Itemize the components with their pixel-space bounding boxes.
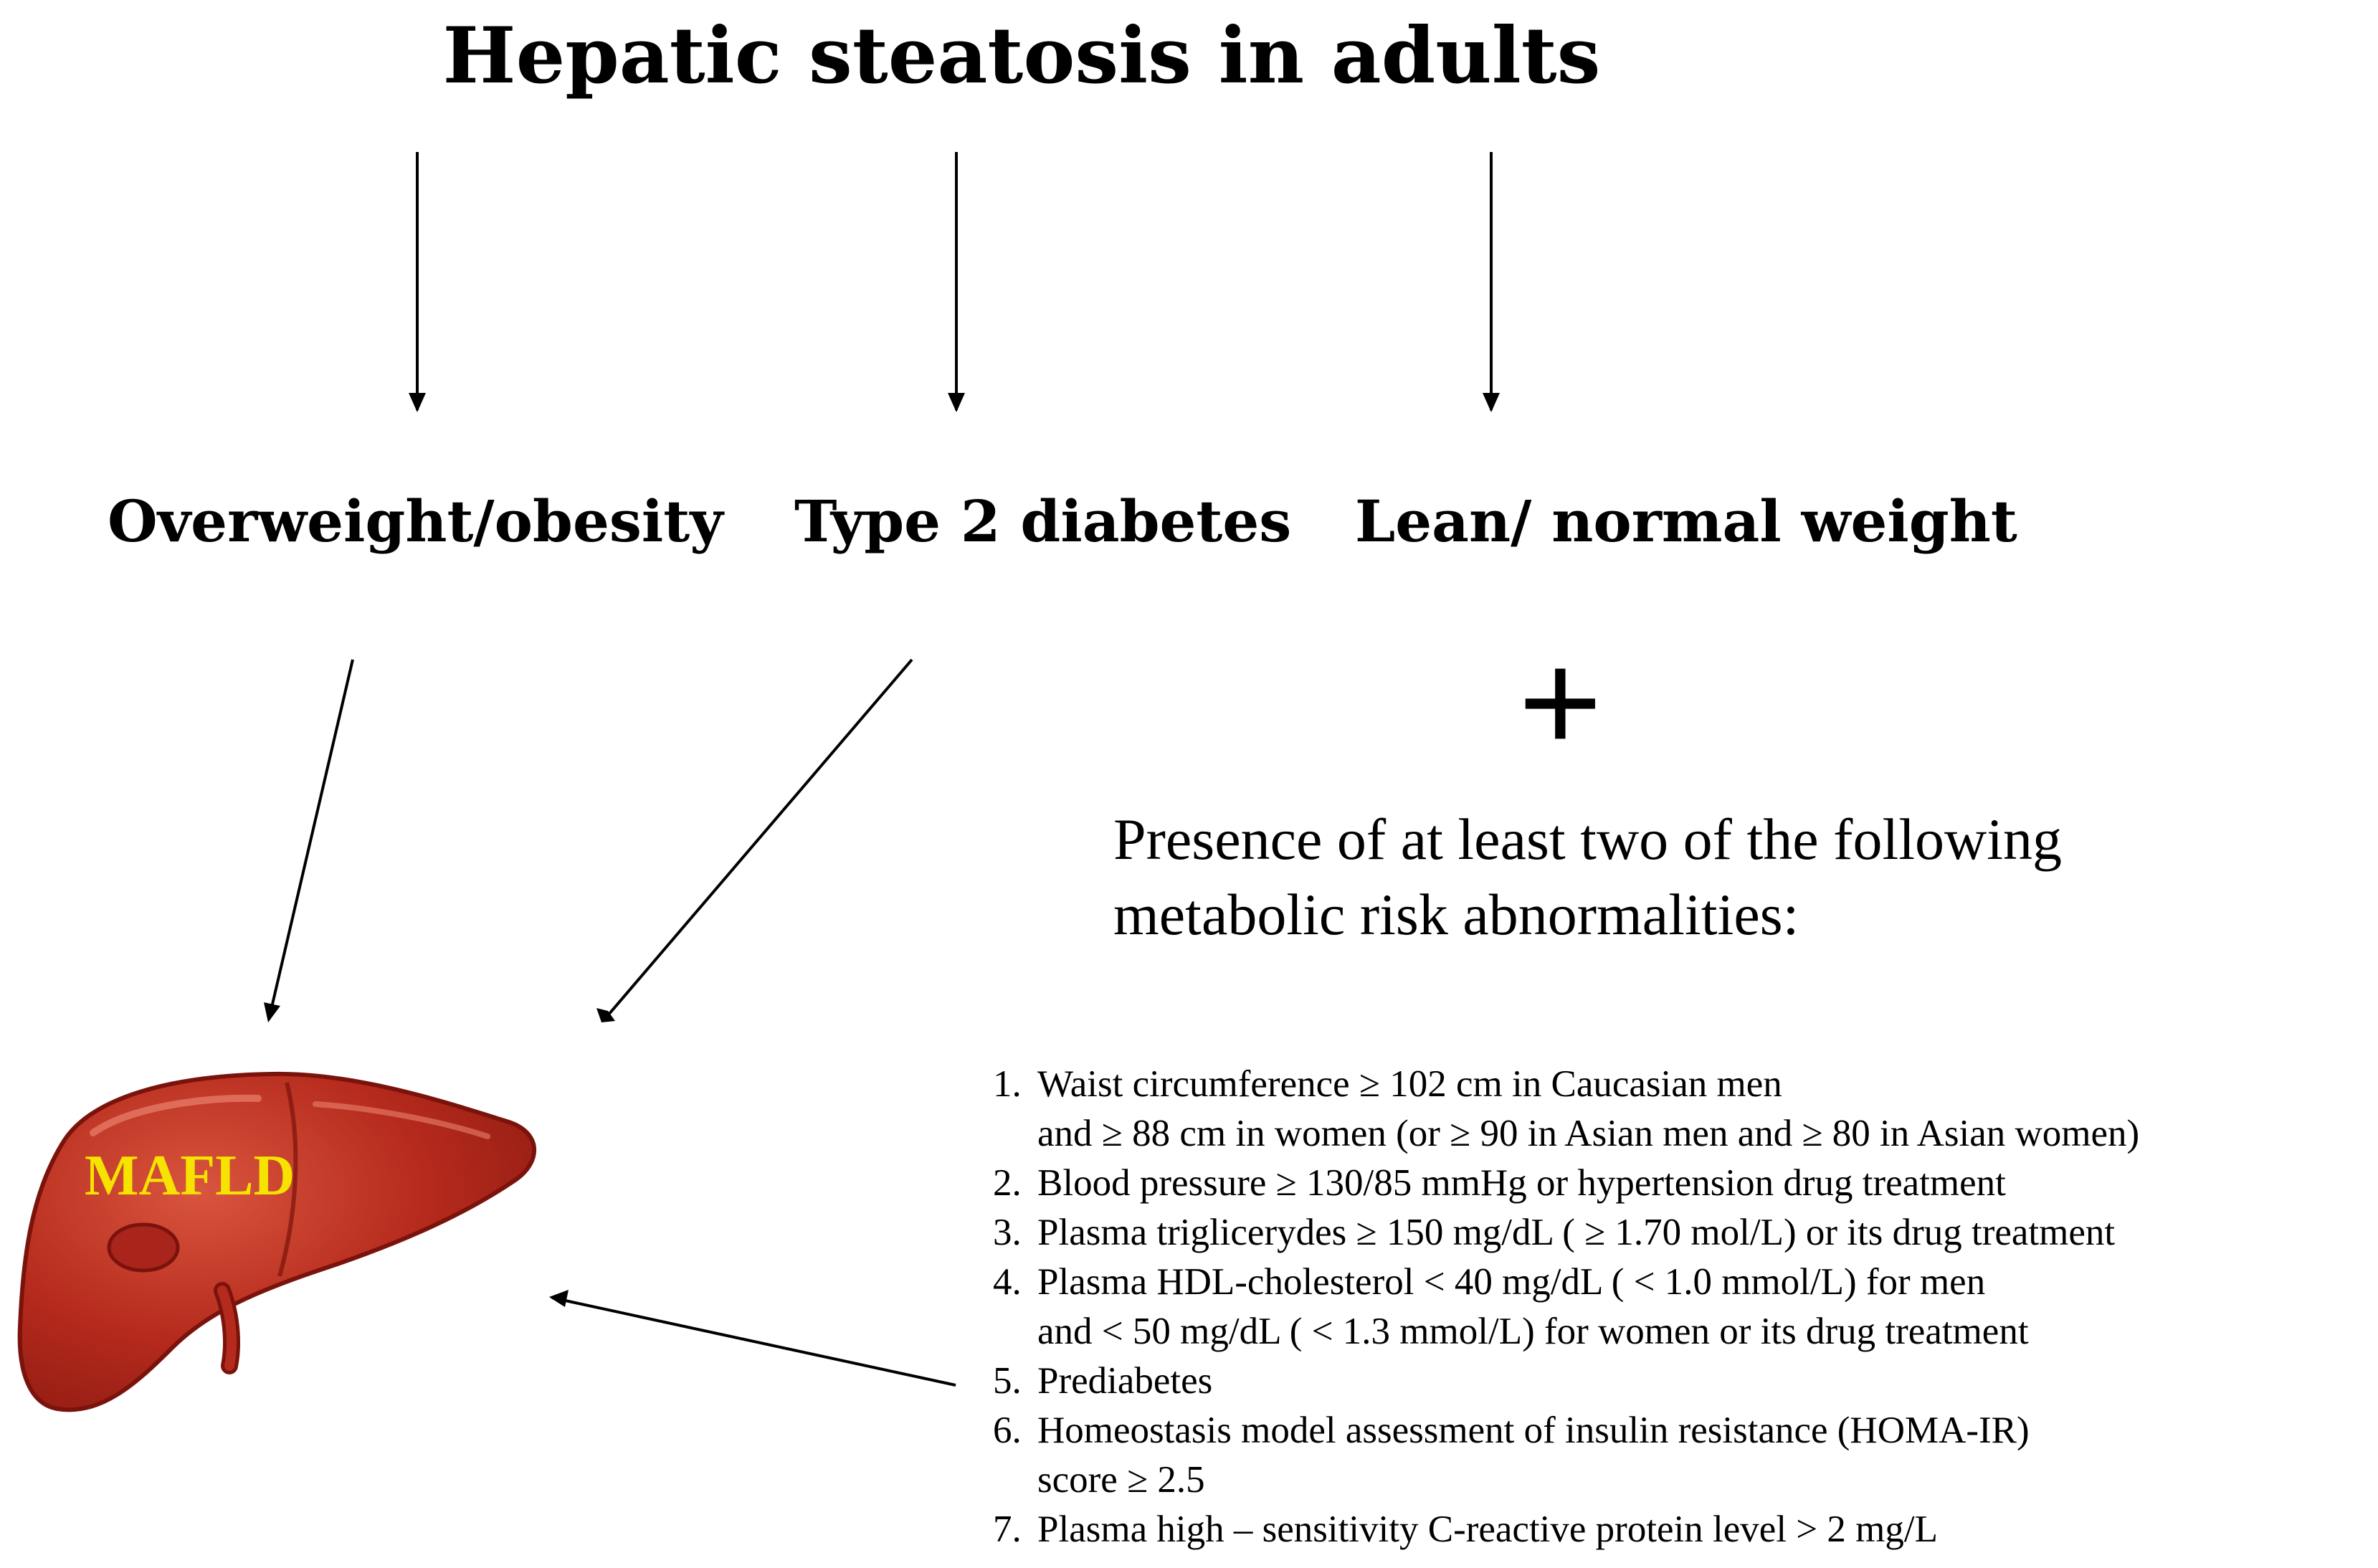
criteria-number: 1. <box>993 1063 1022 1105</box>
criteria-line: Prediabetes <box>1037 1360 1213 1402</box>
criteria-number: 6. <box>993 1410 1022 1451</box>
category-overweight-obesity: Overweight/obesity <box>108 488 723 555</box>
arrowhead <box>264 1002 280 1022</box>
arrowhead <box>1483 393 1500 412</box>
criteria-line: Waist circumference ≥ 102 cm in Caucasian men <box>1037 1063 1782 1105</box>
criteria-number: 4. <box>993 1261 1022 1303</box>
arrow-diabetes-to-liver <box>604 660 912 1020</box>
presence-line-1: Presence of at least two of the following <box>1113 807 2063 872</box>
presence-line-2: metabolic risk abnormalities: <box>1113 882 1799 947</box>
arrow-criteria-to-liver <box>552 1298 956 1385</box>
category-lean-normal-weight: Lean/ normal weight <box>1355 488 2017 555</box>
criteria-line: Blood pressure ≥ 130/85 mmHg or hypertension drug treatment <box>1037 1162 2006 1204</box>
presence-text <box>1113 802 2062 952</box>
arrowhead <box>549 1290 569 1307</box>
category-type-2-diabetes: Type 2 diabetes <box>794 488 1292 555</box>
criteria-number: 2. <box>993 1162 1022 1204</box>
liver-illustration-icon <box>14 1054 545 1427</box>
criteria-line: and < 50 mg/dL ( < 1.3 mmol/L) for women or its drug treatment <box>1037 1311 2029 1352</box>
arrowhead <box>409 393 426 412</box>
liver-label: MAFLD <box>85 1144 295 1207</box>
diagram-title: Hepatic steatosis in adults <box>442 11 1601 101</box>
criteria-number: 3. <box>993 1212 1022 1253</box>
plus-icon: + <box>1518 622 1602 782</box>
criteria-line: and ≥ 88 cm in women (or ≥ 90 in Asian men and ≥ 80 in Asian women) <box>1037 1113 2140 1154</box>
criteria-line: Plasma triglicerydes ≥ 150 mg/dL ( ≥ 1.70 mol/L) or its drug treatment <box>1037 1212 2116 1253</box>
criteria-item <box>993 1406 2139 1505</box>
criteria-item <box>993 1505 2139 1554</box>
criteria-number: 5. <box>993 1360 1022 1402</box>
criteria-list <box>993 1060 2139 1554</box>
arrow-overweight-to-liver <box>269 660 353 1020</box>
criteria-line: score ≥ 2.5 <box>1037 1459 1205 1501</box>
arrowhead <box>948 393 965 412</box>
criteria-line: Homeostasis model assessment of insulin resistance (HOMA-IR) <box>1037 1410 2030 1451</box>
criteria-item <box>993 1208 2139 1258</box>
criteria-item <box>993 1060 2139 1159</box>
criteria-line: Plasma high – sensitivity C-reactive protein level > 2 mg/L <box>1037 1508 1939 1550</box>
criteria-item <box>993 1258 2139 1356</box>
criteria-item <box>993 1356 2139 1406</box>
criteria-line: Plasma HDL-cholesterol < 40 mg/dL ( < 1.0 mmol/L) for men <box>1037 1261 1986 1303</box>
criteria-item <box>993 1159 2139 1208</box>
criteria-number: 7. <box>993 1508 1022 1550</box>
